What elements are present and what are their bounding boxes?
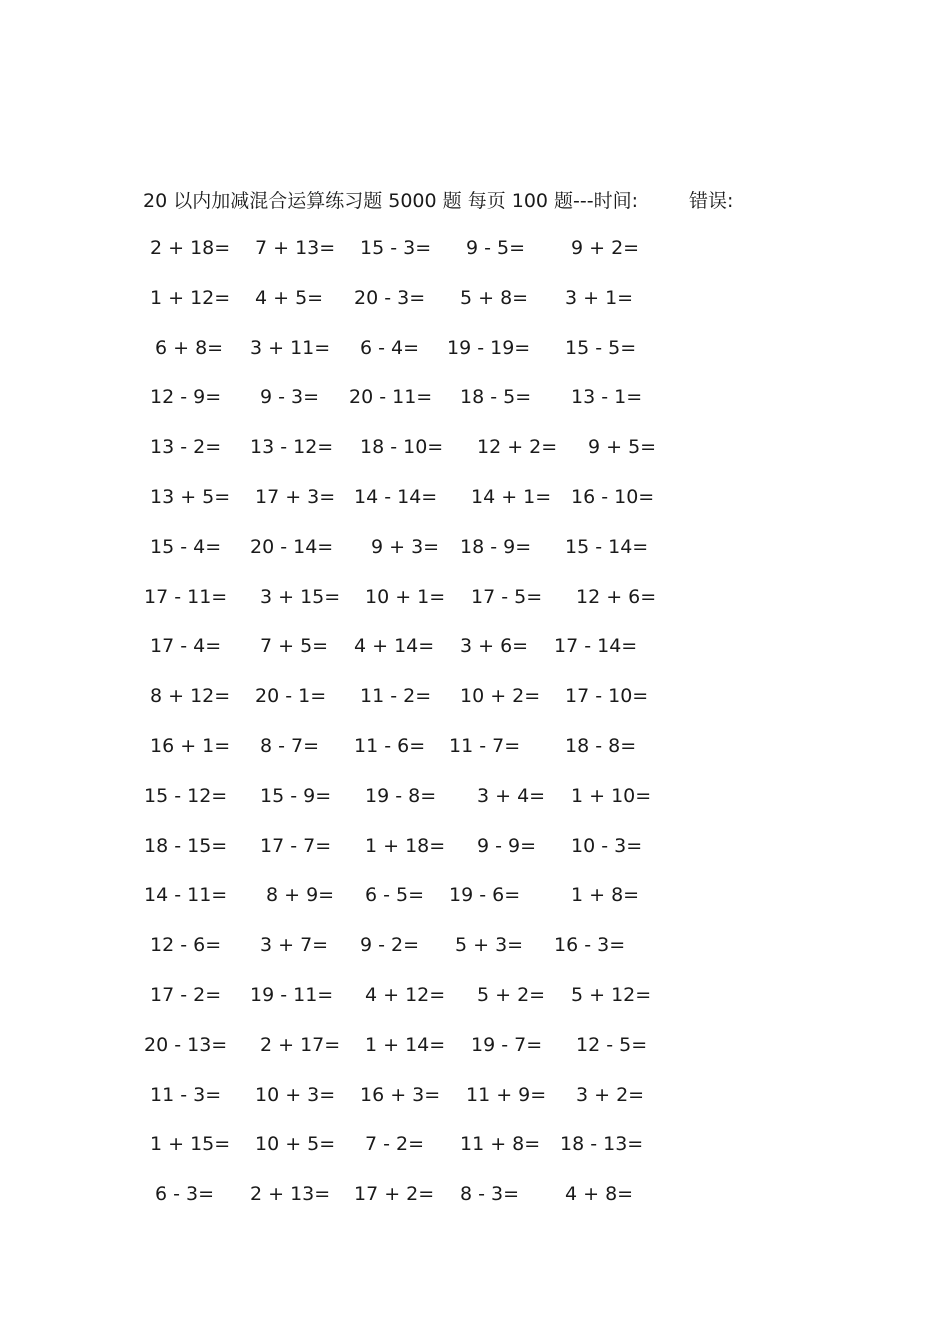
problem-item: 18 - 8= — [565, 734, 637, 757]
problem-row — [144, 1030, 744, 1080]
problem-item: 3 + 2= — [576, 1083, 645, 1106]
problem-item: 18 - 10= — [360, 436, 444, 459]
problem-item: 13 + 5= — [150, 485, 231, 508]
problem-item: 11 - 2= — [360, 685, 432, 708]
problem-item: 12 - 5= — [576, 1033, 648, 1056]
problem-item: 4 + 8= — [565, 1183, 634, 1206]
problem-item: 19 - 8= — [365, 784, 437, 807]
problem-item: 15 - 14= — [565, 535, 649, 558]
problem-item: 19 - 19= — [447, 336, 531, 359]
problem-row — [144, 930, 744, 980]
problem-row — [144, 1129, 744, 1179]
problem-item: 6 - 5= — [365, 884, 425, 907]
problem-item: 1 + 14= — [365, 1033, 446, 1056]
problem-row — [144, 681, 744, 731]
problem-item: 4 + 12= — [365, 983, 446, 1006]
problem-row — [144, 333, 744, 383]
problem-item: 17 + 2= — [354, 1183, 435, 1206]
problem-row — [144, 382, 744, 432]
problem-item: 9 + 3= — [371, 535, 440, 558]
problem-item: 2 + 13= — [250, 1183, 331, 1206]
problem-item: 9 - 2= — [360, 934, 420, 957]
problem-item: 15 - 9= — [260, 784, 332, 807]
problem-item: 7 + 5= — [260, 635, 329, 658]
problem-row — [144, 283, 744, 333]
problem-item: 7 - 2= — [365, 1133, 425, 1156]
problem-item: 16 - 3= — [554, 934, 626, 957]
problem-item: 11 - 6= — [354, 734, 426, 757]
problem-item: 6 - 4= — [360, 336, 420, 359]
problem-item: 3 + 11= — [250, 336, 331, 359]
problem-item: 7 + 13= — [255, 237, 336, 259]
problem-item: 12 - 9= — [150, 386, 222, 409]
problem-item: 13 - 12= — [250, 436, 334, 459]
problem-item: 20 - 3= — [354, 286, 426, 309]
problem-item: 12 - 6= — [150, 934, 222, 957]
problem-item: 8 + 9= — [266, 884, 335, 907]
errors-label: 错误: — [689, 190, 734, 212]
problem-item: 1 + 12= — [150, 286, 231, 309]
problem-item: 15 - 12= — [144, 784, 228, 807]
problem-item: 9 + 2= — [571, 237, 640, 259]
problem-item: 5 + 3= — [455, 934, 524, 957]
problem-item: 12 + 2= — [477, 436, 558, 459]
problem-item: 17 - 4= — [150, 635, 222, 658]
problem-row — [144, 980, 744, 1030]
problem-row — [144, 1179, 744, 1229]
problem-item: 8 + 12= — [150, 685, 231, 708]
problem-item: 17 - 11= — [144, 585, 228, 608]
problem-item: 13 - 1= — [571, 386, 643, 409]
problem-item: 10 + 1= — [365, 585, 446, 608]
problem-item: 1 + 18= — [365, 834, 446, 857]
problem-item: 5 + 12= — [571, 983, 652, 1006]
problem-item: 3 + 7= — [260, 934, 329, 957]
problem-row — [144, 482, 744, 532]
problem-item: 19 - 11= — [250, 983, 334, 1006]
problem-row — [144, 880, 744, 930]
worksheet-header — [143, 186, 734, 213]
problem-item: 17 - 5= — [471, 585, 543, 608]
problem-item: 16 - 10= — [571, 485, 655, 508]
problem-item: 14 - 11= — [144, 884, 228, 907]
problem-row — [144, 731, 744, 781]
problem-item: 20 - 14= — [250, 535, 334, 558]
problem-item: 20 - 11= — [349, 386, 433, 409]
problem-item: 10 - 3= — [571, 834, 643, 857]
problem-item: 5 + 8= — [460, 286, 529, 309]
problem-item: 4 + 14= — [354, 635, 435, 658]
problem-item: 6 + 8= — [155, 336, 224, 359]
problem-item: 11 - 7= — [449, 734, 521, 757]
problem-item: 10 + 3= — [255, 1083, 336, 1106]
problem-item: 16 + 3= — [360, 1083, 441, 1106]
problem-item: 8 - 3= — [460, 1183, 520, 1206]
problem-item: 8 - 7= — [260, 734, 320, 757]
problem-item: 17 - 10= — [565, 685, 649, 708]
problem-row — [144, 831, 744, 881]
problem-item: 4 + 5= — [255, 286, 324, 309]
problem-item: 20 - 1= — [255, 685, 327, 708]
problem-row — [144, 532, 744, 582]
problem-item: 9 - 5= — [466, 237, 526, 259]
problem-item: 10 + 2= — [460, 685, 541, 708]
worksheet-title: 20 以内加减混合运算练习题 5000 题 每页 100 题---时间: — [143, 190, 639, 212]
problem-item: 18 - 13= — [560, 1133, 644, 1156]
problem-item: 18 - 5= — [460, 386, 532, 409]
problem-item: 17 - 7= — [260, 834, 332, 857]
problem-item: 3 + 4= — [477, 784, 546, 807]
problem-item: 18 - 9= — [460, 535, 532, 558]
problem-item: 17 + 3= — [255, 485, 336, 508]
problem-item: 19 - 6= — [449, 884, 521, 907]
problem-item: 20 - 13= — [144, 1033, 228, 1056]
problem-item: 19 - 7= — [471, 1033, 543, 1056]
problem-item: 9 + 5= — [588, 436, 657, 459]
problem-item: 11 - 3= — [150, 1083, 222, 1106]
problem-item: 2 + 17= — [260, 1033, 341, 1056]
problem-item: 18 - 15= — [144, 834, 228, 857]
problem-item: 16 + 1= — [150, 734, 231, 757]
problem-item: 10 + 5= — [255, 1133, 336, 1156]
problem-item: 13 - 2= — [150, 436, 222, 459]
problem-item: 3 + 6= — [460, 635, 529, 658]
problem-row — [144, 781, 744, 831]
problem-item: 3 + 1= — [565, 286, 634, 309]
problem-item: 11 + 8= — [460, 1133, 541, 1156]
problem-item: 17 - 14= — [554, 635, 638, 658]
problem-item: 1 + 15= — [150, 1133, 231, 1156]
problem-row — [144, 233, 744, 283]
problem-item: 14 + 1= — [471, 485, 552, 508]
problem-item: 11 + 9= — [466, 1083, 547, 1106]
problem-item: 5 + 2= — [477, 983, 546, 1006]
problem-item: 2 + 18= — [150, 237, 231, 259]
problem-item: 6 - 3= — [155, 1183, 215, 1206]
problem-item: 15 - 3= — [360, 237, 432, 259]
problem-item: 15 - 5= — [565, 336, 637, 359]
problem-row — [144, 582, 744, 632]
problem-item: 9 - 9= — [477, 834, 537, 857]
problem-item: 1 + 8= — [571, 884, 640, 907]
problem-item: 17 - 2= — [150, 983, 222, 1006]
problem-item: 12 + 6= — [576, 585, 657, 608]
problem-item: 15 - 4= — [150, 535, 222, 558]
problem-item: 9 - 3= — [260, 386, 320, 409]
problem-row — [144, 432, 744, 482]
problem-item: 14 - 14= — [354, 485, 438, 508]
problem-item: 1 + 10= — [571, 784, 652, 807]
problem-item: 3 + 15= — [260, 585, 341, 608]
problem-row — [144, 631, 744, 681]
problem-row — [144, 1080, 744, 1130]
problem-grid — [144, 233, 744, 1229]
